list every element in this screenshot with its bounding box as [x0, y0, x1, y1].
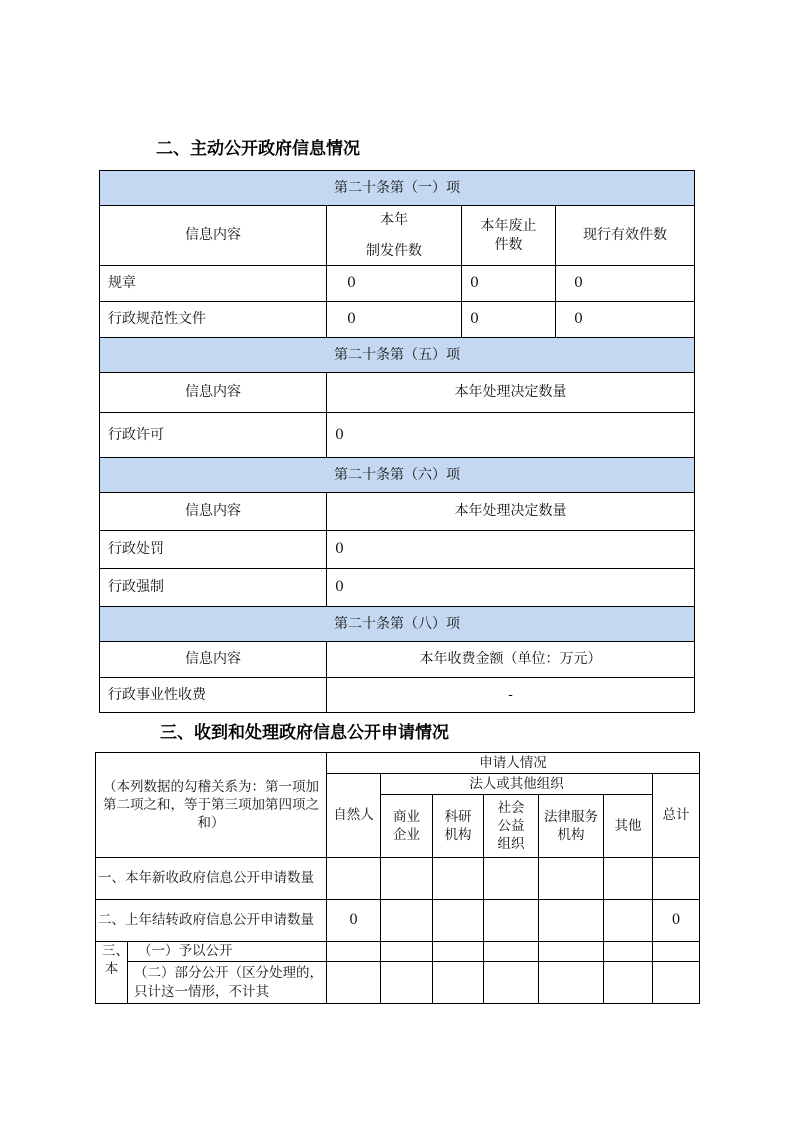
row3-label: 三、本	[96, 942, 128, 1004]
row-label: 规章	[100, 266, 327, 302]
proactive-disclosure-table	[99, 170, 695, 713]
row-abolished: 0	[462, 302, 556, 338]
section2-heading: 二、主动公开政府信息情况	[156, 139, 360, 159]
table-row	[100, 266, 695, 302]
other-header: 其他	[604, 795, 653, 858]
row-label: 行政处罚	[100, 531, 327, 569]
row-value: 0	[327, 531, 695, 569]
row-label: 行政事业性收费	[100, 678, 327, 713]
row-label: 行政规范性文件	[100, 302, 327, 338]
row-value: 0	[327, 569, 695, 607]
article6-header: 第二十条第（六）项	[100, 458, 695, 493]
table-row	[96, 942, 700, 962]
legal-service-header: 法律服务机构	[539, 795, 604, 858]
article8-header: 第二十条第（八）项	[100, 607, 695, 642]
info-content-header: 信息内容	[100, 493, 327, 531]
row2-total-value: 0	[653, 900, 700, 942]
info-content-header: 信息内容	[100, 206, 327, 266]
table-row	[96, 900, 700, 942]
row-valid: 0	[556, 266, 695, 302]
row-value: -	[327, 678, 695, 713]
row1-label: 一、本年新收政府信息公开申请数量	[96, 858, 327, 900]
application-table	[95, 752, 700, 1004]
table-row	[100, 569, 695, 607]
new-issued-header-line1: 本年	[380, 211, 408, 228]
fee-amount-header: 本年收费金额（单位：万元）	[327, 642, 695, 678]
row3-sub2-label: （二）部分公开（区分处理的，只计这一情形，不计其	[128, 962, 327, 1004]
new-issued-header-line2: 制发件数	[366, 242, 422, 259]
row-new: 0	[327, 266, 462, 302]
article5-header: 第二十条第（五）项	[100, 338, 695, 373]
table-row	[100, 413, 695, 458]
natural-person-header: 自然人	[327, 774, 381, 858]
row-new: 0	[327, 302, 462, 338]
row-value: 0	[327, 413, 695, 458]
valid-count-header: 现行有效件数	[556, 206, 695, 266]
research-institution-header: 科研机构	[433, 795, 484, 858]
total-header: 总计	[653, 774, 700, 858]
abolished-header: 本年废止件数	[462, 206, 556, 266]
row-label: 行政许可	[100, 413, 327, 458]
row2-label: 二、上年结转政府信息公开申请数量	[96, 900, 327, 942]
info-content-header: 信息内容	[100, 373, 327, 413]
article1-header: 第二十条第（一）项	[100, 171, 695, 206]
decision-count-header: 本年处理决定数量	[327, 493, 695, 531]
consistency-note: （本列数据的勾稽关系为：第一项加第二项之和，等于第三项加第四项之和）	[96, 753, 327, 858]
table-row	[96, 962, 700, 1004]
table-row	[100, 531, 695, 569]
row3-sub1-label: （一）予以公开	[128, 942, 327, 962]
decision-count-header: 本年处理决定数量	[327, 373, 695, 413]
legal-entity-header: 法人或其他组织	[381, 774, 653, 795]
table-row	[100, 678, 695, 713]
row-label: 行政强制	[100, 569, 327, 607]
row-abolished: 0	[462, 266, 556, 302]
section3-heading: 三、收到和处理政府信息公开申请情况	[160, 723, 449, 743]
row-valid: 0	[556, 302, 695, 338]
table-row	[100, 302, 695, 338]
commercial-enterprise-header: 商业企业	[381, 795, 433, 858]
row2-natural-value: 0	[327, 900, 381, 942]
applicant-header: 申请人情况	[327, 753, 700, 774]
new-issued-header	[327, 206, 462, 266]
table-row	[96, 858, 700, 900]
info-content-header: 信息内容	[100, 642, 327, 678]
social-welfare-header: 社会公益组织	[484, 795, 539, 858]
